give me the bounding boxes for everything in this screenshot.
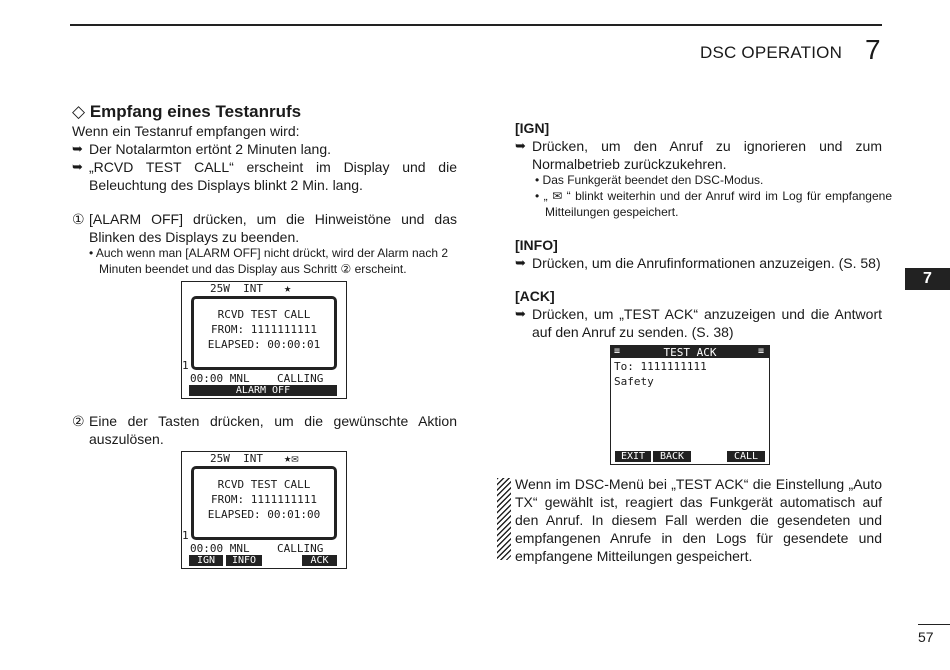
- chapter-number: 7: [865, 34, 881, 65]
- star-icon: ★: [284, 281, 292, 295]
- step-number: ②: [72, 413, 85, 429]
- menu-icon: ≡: [758, 346, 765, 357]
- lcd-status-top: 25W INT: [210, 452, 263, 465]
- lcd-line: ELAPSED: 00:01:00: [207, 508, 321, 521]
- lcd-message-box: [191, 466, 337, 540]
- ign-heading: [IGN]: [515, 120, 550, 136]
- star-envelope-icon: ★✉: [284, 451, 299, 465]
- arrow-icon: ➥: [515, 306, 526, 321]
- lcd-line: ELAPSED: 00:00:01: [207, 338, 321, 351]
- ack-text: ➥ Drücken, um „TEST ACK“ anzuzeigen und die Antwort auf den Anruf zu senden. (S. 38): [515, 306, 882, 340]
- info-text: ➥ Drücken, um die Anrufinformationen anzuzeigen. (S. 58): [515, 255, 881, 271]
- arrow-icon: ➥: [515, 138, 526, 153]
- lcd-status-bottom-left: 00:00 MNL: [190, 542, 250, 555]
- step-number: ①: [72, 211, 85, 227]
- arrow-icon: ➥: [72, 159, 83, 174]
- ign-note: • „ ✉ “ blinkt weiterhin und der Anruf wird im Log für empfangene Mitteilungen gespeichert.: [535, 189, 892, 219]
- note-text: Wenn im DSC-Menü bei „TEST ACK“ die Einstellung „Auto TX“ gewählt ist, reagiert das Funkgerät automatisch auf den Anruf. In diesem Fall werden die gesendeten und empfangenen Anrufe in den Logs für gesendete und empfangene Mitteilungen gespeichert.: [515, 476, 882, 564]
- step-2: ② Eine der Tasten drücken, um die gewünschte Aktion auszulösen.: [72, 413, 457, 447]
- intro-text: Wenn ein Testanruf empfangen wird:: [72, 123, 300, 139]
- lcd-display-alarm: [181, 281, 347, 399]
- header-rule: [70, 24, 882, 26]
- softkey-call: CALL: [727, 451, 765, 462]
- lcd-line: RCVD TEST CALL: [217, 308, 311, 321]
- lcd-line: FROM: 1111111111: [211, 493, 317, 506]
- lcd-status-top: 25W INT: [210, 282, 263, 295]
- lcd-line: FROM: 1111111111: [211, 323, 317, 336]
- lcd-line: Safety: [614, 375, 654, 388]
- lcd-status-bottom-left: 00:00 MNL: [190, 372, 250, 385]
- ign-text: ➥ Drücken, um den Anruf zu ignorieren und zum Normalbetrieb zurückzukehren.: [515, 138, 882, 172]
- info-heading: [INFO]: [515, 237, 558, 253]
- lcd-status-bottom-right: CALLING: [277, 372, 324, 385]
- lcd-title: TEST ACK: [663, 346, 717, 359]
- section-heading: [72, 102, 301, 122]
- ign-note: • Das Funkgerät beendet den DSC-Modus.: [535, 173, 764, 187]
- arrow-icon: ➥: [515, 255, 526, 270]
- diamond-icon: ◇: [72, 102, 86, 121]
- step-1: ① [ALARM OFF] drücken, um die Hinweistöne und das Blinken des Displays zu beenden.: [72, 211, 457, 245]
- lcd-side-number: 1: [182, 529, 189, 542]
- softkey-info: INFO: [226, 555, 262, 566]
- lcd-message-box: [191, 296, 337, 370]
- ack-heading: [ACK]: [515, 288, 555, 304]
- lcd-side-number: 1: [182, 359, 189, 372]
- chapter-tab: 7: [905, 268, 950, 290]
- softkey-ign: IGN: [189, 555, 223, 566]
- bullet-item: ➥ Der Notalarmton ertönt 2 Minuten lang.: [72, 141, 332, 157]
- softkey-ack: ACK: [302, 555, 337, 566]
- section-title: DSC OPERATION: [700, 43, 843, 62]
- lcd-display-actions: [181, 451, 347, 569]
- footer-rule: [918, 624, 950, 625]
- lcd-display-test-ack: [610, 345, 770, 465]
- lcd-status-bottom-right: CALLING: [277, 542, 324, 555]
- arrow-icon: ➥: [72, 141, 83, 156]
- lcd-line: To: 1111111111: [614, 360, 707, 373]
- menu-icon: ≡: [614, 346, 621, 357]
- softkey-alarm-off: ALARM OFF: [189, 385, 337, 396]
- step-1-note: • Auch wenn man [ALARM OFF] nicht drückt, wird der Alarm nach 2 Minuten beendet und das Display aus Schritt ② erscheint.: [89, 246, 449, 276]
- note-hatch-icon: [497, 478, 511, 560]
- heading-text: Empfang eines Testanrufs: [89, 102, 302, 121]
- softkey-back: BACK: [653, 451, 691, 462]
- lcd-line: RCVD TEST CALL: [217, 478, 311, 491]
- softkey-exit: EXIT: [615, 451, 651, 462]
- bullet-item: ➥ „RCVD TEST CALL“ erscheint im Display und die Beleuchtung des Displays blinkt 2 Min. lang.: [72, 159, 457, 193]
- page-number: 57: [918, 629, 934, 645]
